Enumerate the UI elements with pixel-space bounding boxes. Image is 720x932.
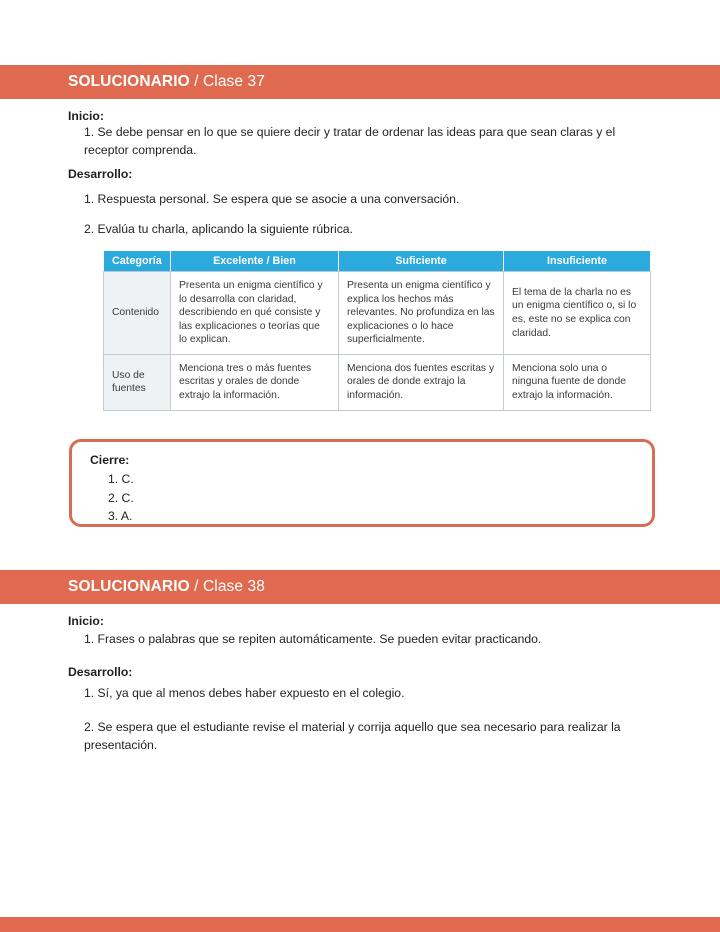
list-item: 1. C. [108,472,134,487]
cierre-list [90,470,652,525]
rubric-row-0-excelente: Presenta un enigma científico y lo desarrolla con claridad, describiendo en qué consiste y las explicaciones o teorías que lo explican. [171,272,339,355]
rubric-header-excelente: Excelente / Bien [171,251,339,272]
rubric-row-0-insuficiente: El tema de la charla no es un enigma científico o, si lo es, este no se explica con claridad. [504,272,651,355]
rubric-header-categoria: Categoría [104,251,171,272]
section-header-strong: SOLUCIONARIO [68,73,190,90]
inicio-label-38: Inicio: [68,614,104,628]
inicio-label-38-wrap [68,613,658,629]
desarrollo-item-38-2-wrap [68,719,658,754]
rubric-row-1-excelente: Menciona tres o más fuentes escritas y orales de donde extrajo la información. [171,354,339,410]
desarrollo-label-37: Desarrollo: [68,167,133,181]
desarrollo-label-38-wrap [68,664,658,680]
rubric-row-0-suficiente: Presenta un enigma científico y explica los hechos más relevantes. No profundiza en las explicaciones o lo hace superficialmente. [339,272,504,355]
rubric-row-1-insuficiente: Menciona solo una o ninguna fuente de donde extrajo la información. [504,354,651,410]
inicio-item-37-1-wrap [68,124,658,159]
section-header-title [68,73,265,91]
desarrollo-item-38-2: 2. Se espera que el estudiante revise el material y corrija aquello que sea necesario para realizar la presentación. [84,720,621,752]
list-item: 3. A. [108,509,133,524]
desarrollo-item-37-1: 1. Respuesta personal. Se espera que se asocie a una conversación. [84,192,460,206]
inicio-item-38-1: 1. Frases o palabras que se repiten automáticamente. Se pueden evitar practicando. [84,632,542,646]
desarrollo-label-37-wrap [68,166,658,182]
rubric-row-0-categoria: Contenido [104,272,171,355]
page-footer-bar [0,917,720,932]
section-header-title [68,578,265,596]
rubric-table [103,250,651,411]
desarrollo-label-38: Desarrollo: [68,665,133,679]
cierre-label: Cierre: [90,453,130,467]
desarrollo-item-37-2-wrap [68,221,658,239]
section-header-light: Clase 38 [203,578,265,595]
rubric-row-1-suficiente: Menciona dos fuentes escritas y orales de donde extrajo la información. [339,354,504,410]
desarrollo-item-38-1-wrap [68,685,658,703]
rubric-header-insuficiente: Insuficiente [504,251,651,272]
section-header-separator: / [189,578,203,595]
list-item: 2. C. [108,490,134,505]
inicio-label-37-wrap [68,108,658,124]
section-header-strong: SOLUCIONARIO [68,578,190,595]
section-header-separator: / [189,73,203,90]
rubric-row-1-categoria: Uso de fuentes [104,354,171,410]
rubric-header-suficiente: Suficiente [339,251,504,272]
inicio-item-38-1-wrap [68,631,658,649]
desarrollo-item-37-1-wrap [68,191,658,209]
desarrollo-item-38-1: 1. Sí, ya que al menos debes haber expuesto en el colegio. [84,686,405,700]
section-header-light: Clase 37 [203,73,265,90]
inicio-label-37: Inicio: [68,109,104,123]
table-row [104,354,651,410]
section-header-clase-37 [0,65,720,99]
rubric-header-row [104,251,651,272]
inicio-item-37-1: 1. Se debe pensar en lo que se quiere decir y tratar de ordenar las ideas para que sean claras y el receptor comprenda. [84,125,616,157]
section-header-clase-38 [0,570,720,604]
cierre-box [69,439,655,527]
table-row [104,272,651,355]
desarrollo-item-37-2: 2. Evalúa tu charla, aplicando la siguiente rúbrica. [84,222,353,236]
